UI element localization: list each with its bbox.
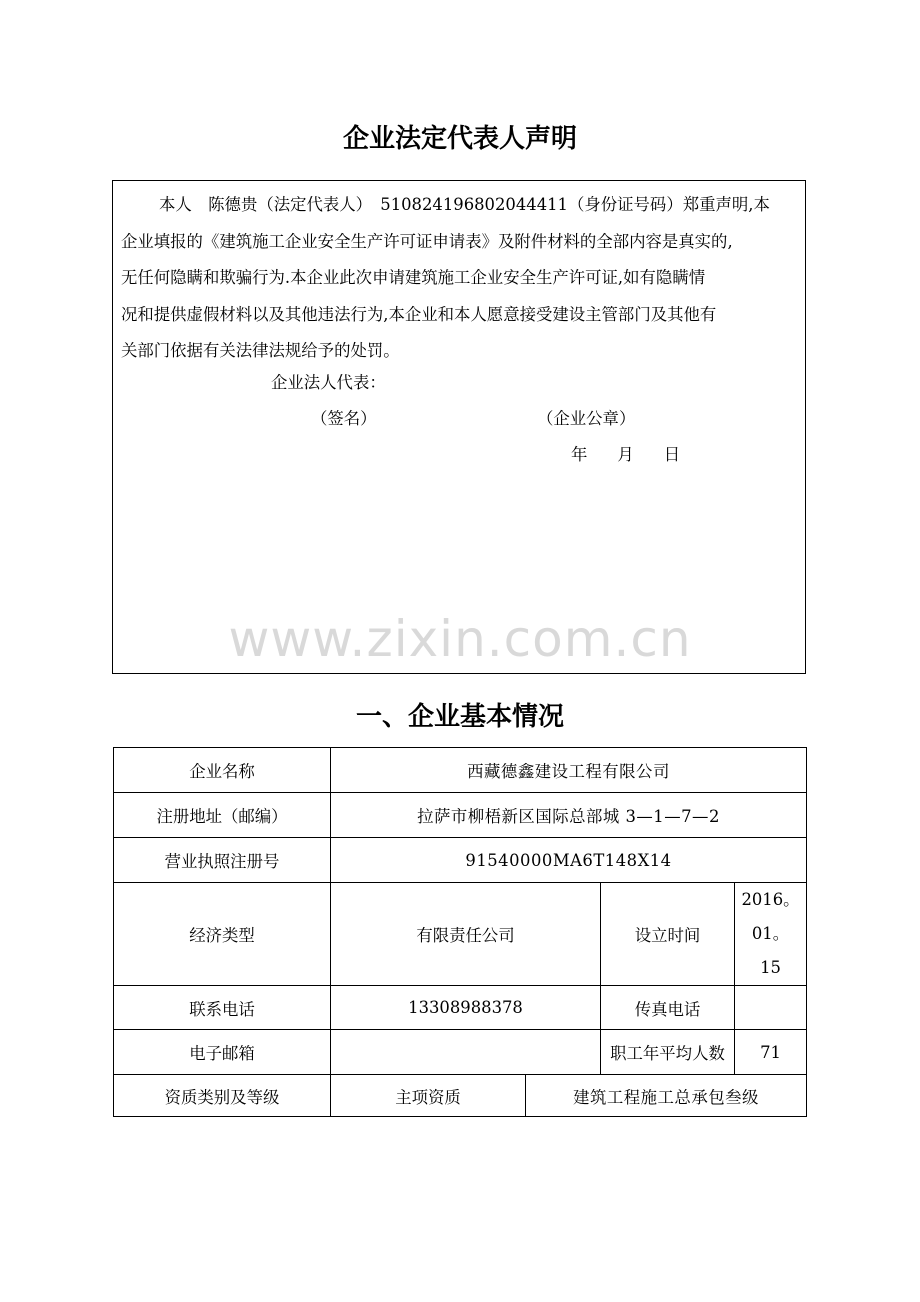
phone-value: 13308988378	[331, 986, 601, 1030]
economy-type-value: 有限责任公司	[331, 883, 601, 986]
founded-label: 设立时间	[601, 883, 735, 986]
license-value: 91540000MA6T148X14	[331, 838, 807, 883]
main-qualification-label: 主项资质	[331, 1075, 526, 1117]
table-row-address	[114, 793, 807, 838]
fax-value	[735, 986, 807, 1030]
founded-value	[735, 883, 807, 986]
fax-label: 传真电话	[601, 986, 735, 1030]
table-row-qualification	[114, 1075, 807, 1117]
declaration-line-5: 关部门依据有关法律法规给予的处罚。	[121, 341, 400, 360]
main-qualification-value: 建筑工程施工总承包叁级	[526, 1075, 807, 1117]
company-info-table	[113, 747, 807, 1117]
company-seal-label: （企业公章）	[537, 409, 636, 428]
declaration-title: 企业法定代表人声明	[342, 124, 577, 154]
email-value	[331, 1030, 601, 1075]
economy-type-label: 经济类型	[114, 883, 331, 986]
year-label: 年	[571, 445, 588, 464]
declaration-box	[112, 180, 806, 674]
address-label: 注册地址（邮编）	[114, 793, 331, 838]
address-value: 拉萨市柳梧新区国际总部城 3—1—7—2	[331, 793, 807, 838]
declaration-line-1: 本人 陈德贵（法定代表人） 510824196802044411（身份证号码）郑重声明,本	[159, 195, 770, 214]
day-label: 日	[663, 445, 681, 464]
table-row-name	[114, 748, 807, 793]
table-row-email	[114, 1030, 807, 1075]
license-label: 营业执照注册号	[114, 838, 331, 883]
declaration-line-4: 况和提供虚假材料以及其他违法行为,本企业和本人愿意接受建设主管部门及其他有	[121, 304, 717, 324]
founded-value-line-2: 15	[760, 958, 781, 977]
staff-count-value: 71	[735, 1030, 807, 1075]
table-row-license	[114, 838, 807, 883]
month-label: 月	[617, 445, 634, 464]
signature-label: （签名）	[311, 409, 377, 428]
table-row-economy	[114, 883, 807, 986]
section-title: 一、企业基本情况	[355, 702, 564, 732]
watermark: www.zixin.com.cn	[228, 610, 692, 668]
declaration-line-2: 企业填报的《建筑施工企业安全生产许可证申请表》及附件材料的全部内容是真实的,	[121, 231, 733, 251]
founded-value-line-1: 2016。01。	[741, 890, 800, 943]
name-label: 企业名称	[114, 748, 331, 793]
date-line	[571, 441, 710, 465]
staff-count-label: 职工年平均人数	[601, 1030, 735, 1075]
declaration-line-3: 无任何隐瞒和欺骗行为.本企业此次申请建筑施工企业安全生产许可证,如有隐瞒情	[121, 268, 706, 287]
name-value: 西藏德鑫建设工程有限公司	[331, 748, 807, 793]
phone-label: 联系电话	[114, 986, 331, 1030]
legal-rep-label: 企业法人代表：	[271, 373, 386, 392]
declaration-text	[121, 187, 797, 370]
table-row-phone	[114, 986, 807, 1030]
qualification-label: 资质类别及等级	[114, 1075, 331, 1117]
email-label: 电子邮箱	[114, 1030, 331, 1075]
